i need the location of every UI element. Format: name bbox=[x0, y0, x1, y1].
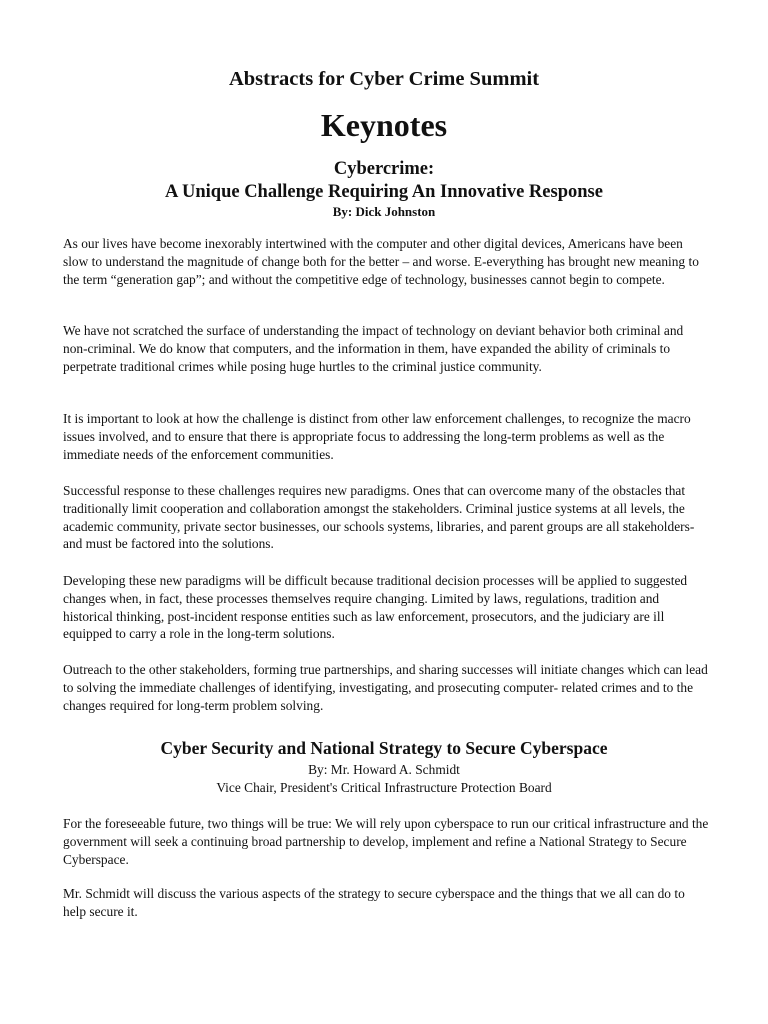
talk1-paragraph-5: Developing these new paradigms will be difficult because traditional decision processes will be applied to suggested changes when, in fact, these processes themselves require changing. Limited by laws, regulations, tradition and historical thinking, post-incident response entities such as law enforcement, prosecutors, and the judiciary are ill equipped to carry a role in the long-term solutions. bbox=[63, 573, 688, 642]
talk1-title bbox=[0, 158, 768, 204]
document-title: Abstracts for Cyber Crime Summit bbox=[228, 68, 540, 90]
section-heading-keynotes: Keynotes bbox=[320, 107, 448, 143]
talk1-paragraph-2: We have not scratched the surface of understanding the impact of technology on deviant behavior both criminal and non-criminal. We do know that computers, and the information in them, have expanded the ability of criminals to perpetrate traditional crimes while posing huge hurtles to the criminal justice community. bbox=[63, 323, 684, 374]
talk1-title-line1: Cybercrime: bbox=[333, 159, 435, 179]
talk1-title-line2: A Unique Challenge Requiring An Innovative Response bbox=[165, 182, 603, 202]
talk2-paragraph-1: For the foreseeable future, two things will be true: We will rely upon cyberspace to run our critical infrastructure and the government will seek a continuing broad partnership to develop, implement and refine a National Strategy to Secure Cyberspace. bbox=[63, 816, 709, 867]
talk2-byline: By: Mr. Howard A. Schmidt bbox=[308, 762, 460, 777]
talk2-speaker-role: Vice Chair, President's Critical Infrastructure Protection Board bbox=[216, 780, 552, 795]
talk2-paragraph-2: Mr. Schmidt will discuss the various aspects of the strategy to secure cyberspace and the things that we all can do to help secure it. bbox=[63, 886, 685, 919]
talk1-paragraph-4: Successful response to these challenges requires new paradigms. Ones that can overcome many of the obstacles that traditionally limit cooperation and collaboration amongst the stakeholders. Criminal justice systems at all levels, the academic community, private sector businesses, our schools systems, libraries, and parent groups are all stakeholders- and must be factored into the solutions. bbox=[63, 483, 695, 552]
talk1-paragraph-3: It is important to look at how the challenge is distinct from other law enforcement challenges, to recognize the macro issues involved, and to ensure that there is appropriate focus to addressing the long-term problems as well as the immediate needs of the enforcement communities. bbox=[63, 411, 691, 462]
talk2-title: Cyber Security and National Strategy to Secure Cyberspace bbox=[160, 738, 608, 758]
talk1-paragraph-6: Outreach to the other stakeholders, forming true partnerships, and sharing successes will initiate changes which can lead to solving the immediate challenges of identifying, investigating, and prosecuting computer- related crimes and to the changes required for long-term problem solving. bbox=[63, 662, 708, 713]
talk1-byline: By: Dick Johnston bbox=[332, 204, 436, 219]
talk1-paragraph-1: As our lives have become inexorably intertwined with the computer and other digital devices, Americans have been slow to understand the magnitude of change both for the better – and worse. E-everything has brought new meaning to the term “generation gap”; and without the competitive edge of technology, businesses cannot begin to compete. bbox=[63, 236, 699, 287]
